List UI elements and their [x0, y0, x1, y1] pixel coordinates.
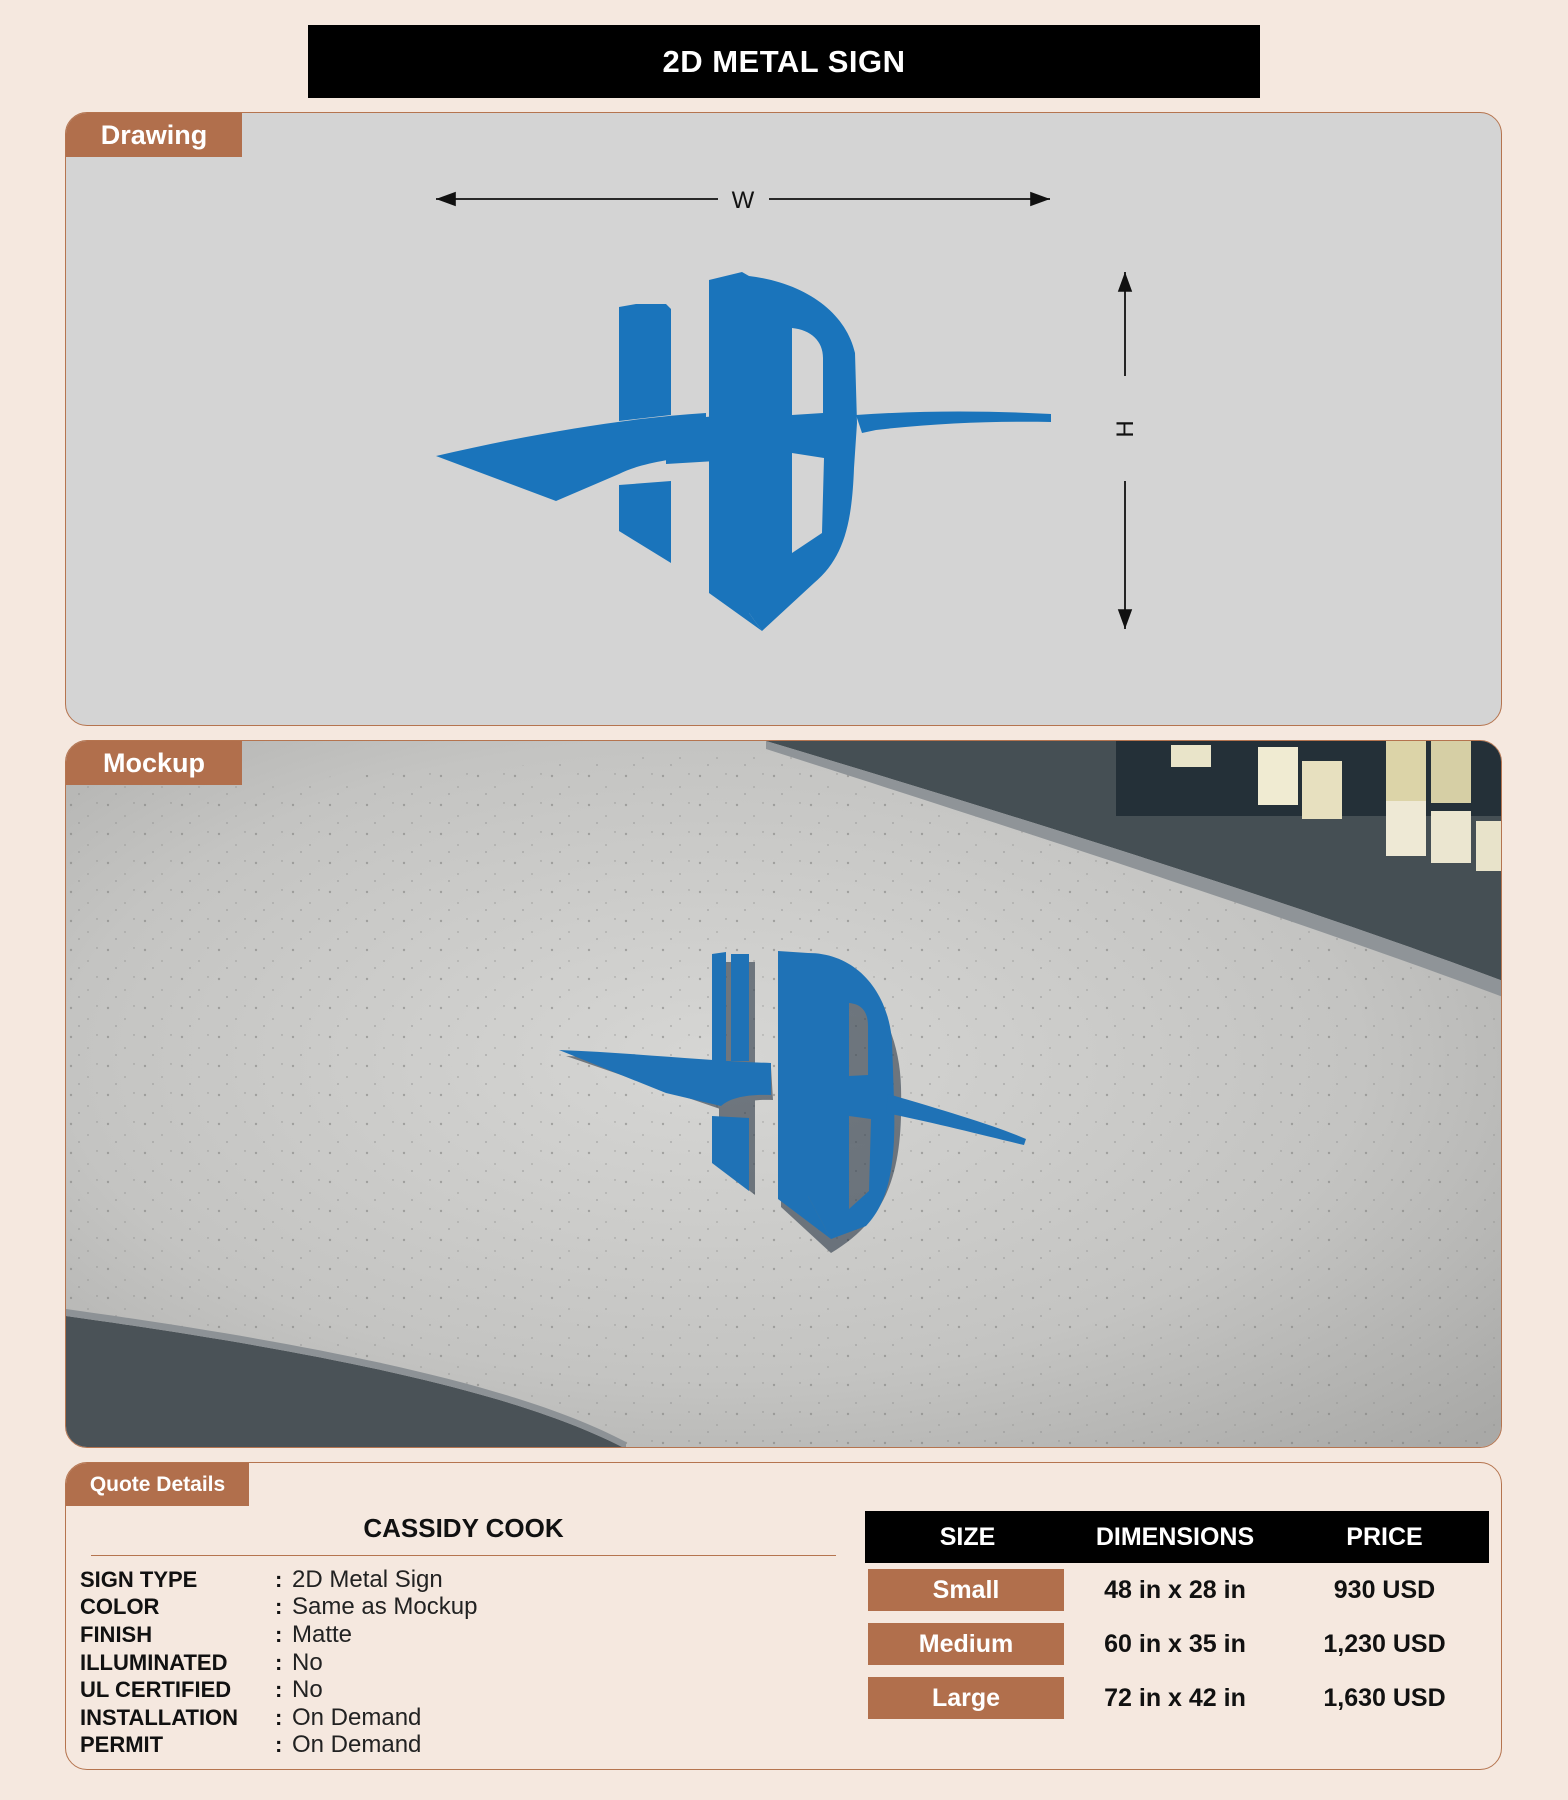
- spec-key: COLOR: [80, 1594, 160, 1620]
- dimensions-cell: 60 in x 35 in: [1104, 1629, 1246, 1658]
- drawing-tab-label: Drawing: [66, 113, 242, 157]
- spec-key: PERMIT: [80, 1732, 164, 1758]
- price-table: [865, 1511, 1489, 1725]
- spec-value: Matte: [292, 1620, 353, 1648]
- height-dimension-line: [1112, 272, 1139, 629]
- spec-value: On Demand: [292, 1731, 422, 1759]
- quote-tab-label: Quote Details: [66, 1463, 249, 1506]
- client-divider: [91, 1555, 836, 1556]
- spec-value: 2D Metal Sign: [292, 1565, 443, 1593]
- size-medium: Medium: [868, 1623, 1064, 1665]
- mockup-scene: [66, 741, 1502, 1448]
- spec-colon: :: [275, 1732, 283, 1758]
- drawing-canvas: [66, 113, 1502, 726]
- header-size: SIZE: [939, 1522, 996, 1551]
- client-name: CASSIDY COOK: [363, 1513, 564, 1543]
- height-label: H: [1112, 420, 1139, 438]
- spec-value: Same as Mockup: [292, 1593, 478, 1621]
- price-cell: 930 USD: [1333, 1575, 1436, 1604]
- mockup-panel: [65, 740, 1502, 1448]
- spec-value: No: [292, 1676, 323, 1704]
- spec-key: SIGN TYPE: [80, 1566, 198, 1592]
- header-dimensions: DIMENSIONS: [1095, 1522, 1255, 1551]
- spec-key: UL CERTIFIED: [80, 1677, 232, 1703]
- spec-colon: :: [275, 1704, 283, 1730]
- price-table-header: [865, 1511, 1489, 1563]
- spec-row-installation: [80, 1704, 477, 1732]
- spec-list: [80, 1566, 477, 1759]
- spec-colon: :: [275, 1594, 283, 1620]
- price-cell: 1,230 USD: [1323, 1629, 1446, 1658]
- spec-key: FINISH: [80, 1621, 153, 1647]
- hb-logo: [436, 272, 1051, 631]
- spec-key: ILLUMINATED: [80, 1649, 228, 1675]
- spec-row-permit: [80, 1732, 477, 1760]
- spec-colon: :: [275, 1649, 283, 1675]
- width-label: W: [731, 187, 755, 214]
- spec-key: INSTALLATION: [80, 1704, 239, 1730]
- dimensions-cell: 48 in x 28 in: [1104, 1575, 1246, 1604]
- spec-row-finish: [80, 1621, 477, 1649]
- spec-colon: :: [275, 1677, 283, 1703]
- spec-value: No: [292, 1648, 323, 1676]
- drawing-panel: [65, 112, 1502, 726]
- spec-colon: :: [275, 1566, 283, 1592]
- spec-value: On Demand: [292, 1703, 422, 1731]
- table-row: [865, 1563, 1489, 1617]
- spec-colon: :: [275, 1621, 283, 1647]
- page-title: 2D METAL SIGN: [308, 25, 1260, 98]
- quote-panel: [65, 1462, 1502, 1770]
- spec-row-illuminated: [80, 1649, 477, 1677]
- width-dimension-line: [436, 187, 1050, 214]
- header-price: PRICE: [1346, 1522, 1423, 1551]
- spec-row-ul-certified: [80, 1676, 477, 1704]
- mockup-tab-label: Mockup: [66, 741, 242, 785]
- spec-row-color: [80, 1594, 477, 1622]
- size-large: Large: [868, 1677, 1064, 1719]
- price-cell: 1,630 USD: [1323, 1683, 1446, 1712]
- table-row: [865, 1617, 1489, 1671]
- spec-row-sign-type: [80, 1566, 477, 1594]
- dimensions-cell: 72 in x 42 in: [1104, 1683, 1246, 1712]
- table-row: [865, 1671, 1489, 1725]
- size-small: Small: [868, 1569, 1064, 1611]
